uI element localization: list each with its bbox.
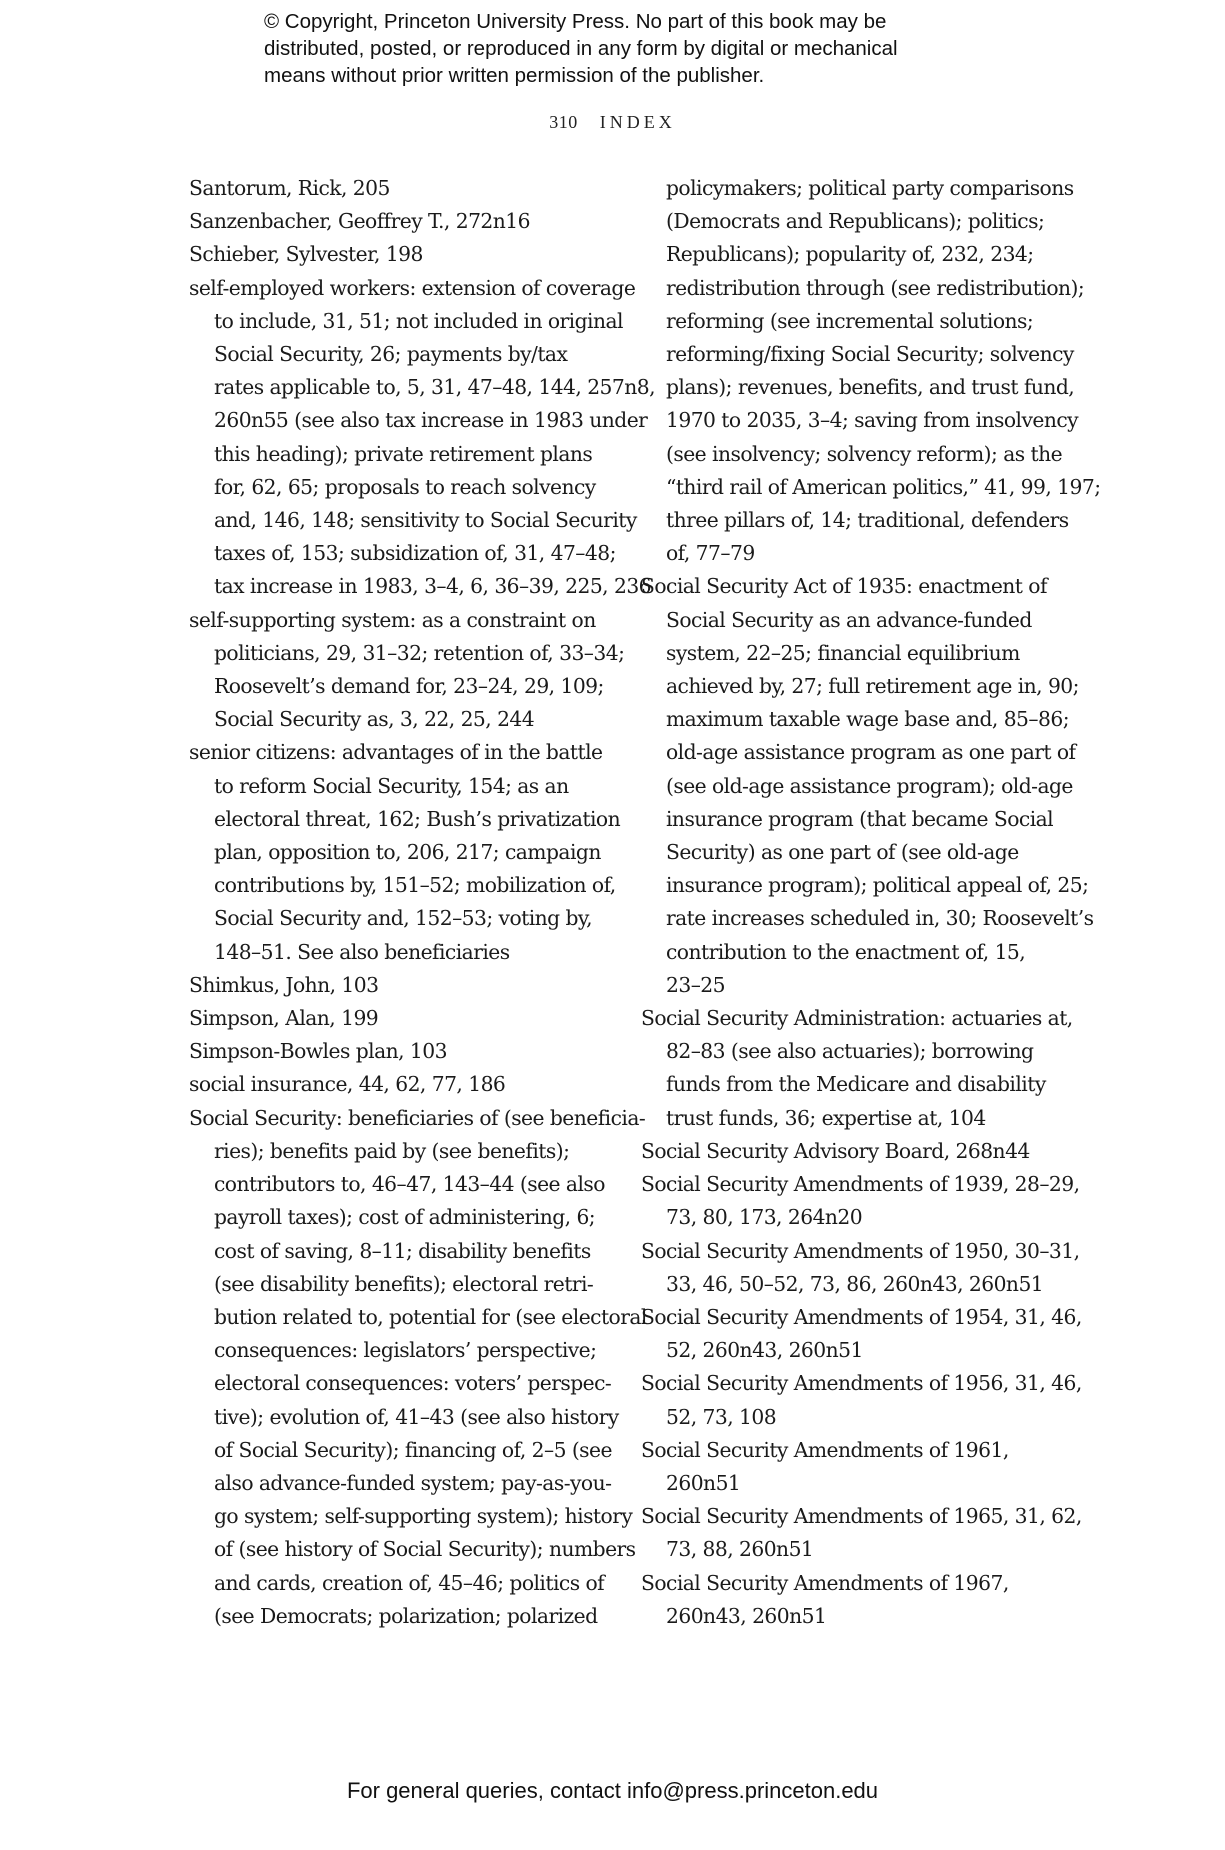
index-subentry-line: maximum taxable wage base and, 85–86; bbox=[666, 707, 1069, 732]
index-subentry-line: Social Security, 26; payments by/tax bbox=[214, 342, 568, 367]
index-subentry-line: (see insolvency; solvency reform); as the bbox=[666, 441, 1063, 466]
index-entry-line: Social Security Amendments of 1950, 30–31, bbox=[641, 1238, 1080, 1263]
index-subentry-line: reforming/fixing Social Security; solvency bbox=[666, 342, 1074, 367]
index-entry-line: Social Security Amendments of 1965, 31, 62, bbox=[641, 1504, 1082, 1529]
index-entry-line: senior citizens: advantages of in the battle bbox=[189, 740, 603, 765]
index-subentry-line: funds from the Medicare and disability bbox=[666, 1072, 1046, 1097]
index-subentry-line: Security) as one part of (see old-age bbox=[666, 840, 1019, 865]
index-entry-line: Social Security Amendments of 1967, bbox=[641, 1570, 1009, 1595]
index-subentry-line: 260n43, 260n51 bbox=[666, 1603, 827, 1628]
copyright-line: distributed, posted, or reproduced in any form by digital or mechanical bbox=[264, 37, 898, 60]
index-subentry-line: system, 22–25; financial equilibrium bbox=[666, 640, 1020, 665]
index-subentry-line: 23–25 bbox=[666, 972, 726, 997]
index-subentry-line: Social Security and, 152–53; voting by, bbox=[214, 906, 593, 931]
index-entry-line: Social Security Act of 1935: enactment of bbox=[641, 574, 1047, 599]
index-subentry-line: electoral threat, 162; Bush’s privatization bbox=[214, 806, 621, 831]
index-subentry-line: rates applicable to, 5, 31, 47–48, 144, 257n8, bbox=[214, 375, 656, 400]
index-subentry-line: plan, opposition to, 206, 217; campaign bbox=[214, 840, 601, 865]
index-subentry-line: 73, 80, 173, 264n20 bbox=[666, 1205, 863, 1230]
index-entry-line: Simpson-Bowles plan, 103 bbox=[189, 1039, 447, 1064]
index-subentry-line: 52, 73, 108 bbox=[666, 1404, 777, 1429]
index-subentry-line: 82–83 (see also actuaries); borrowing bbox=[666, 1039, 1034, 1064]
index-subentry-line: of, 77–79 bbox=[666, 541, 755, 566]
index-subentry-line: cost of saving, 8–11; disability benefits bbox=[214, 1238, 591, 1263]
index-subentry-line: go system; self-supporting system); history bbox=[214, 1504, 633, 1529]
index-subentry-line: old-age assistance program as one part of bbox=[666, 740, 1076, 765]
index-subentry-line: trust funds, 36; expertise at, 104 bbox=[666, 1105, 986, 1130]
index-subentry-line: contributors to, 46–47, 143–44 (see also bbox=[214, 1172, 605, 1197]
index-subentry-line: achieved by, 27; full retirement age in, 90; bbox=[666, 674, 1079, 699]
index-entry-line: Shimkus, John, 103 bbox=[189, 972, 379, 997]
index-subentry-line: and, 146, 148; sensitivity to Social Security bbox=[214, 508, 637, 533]
index-subentry-line: also advance-funded system; pay-as-you- bbox=[214, 1470, 612, 1495]
index-subentry-line: contribution to the enactment of, 15, bbox=[666, 939, 1026, 964]
footer-contact: For general queries, contact info@press.princeton.edu bbox=[346, 1778, 879, 1803]
index-subentry-line: “third rail of American politics,” 41, 99, 197; bbox=[666, 474, 1101, 499]
index-subentry-line: Social Security as an advance-funded bbox=[666, 607, 1032, 632]
page-title: INDEX bbox=[599, 112, 676, 132]
index-subentry-line: ries); benefits paid by (see benefits); bbox=[214, 1138, 570, 1163]
index-subentry-line: Social Security as, 3, 22, 25, 244 bbox=[214, 707, 535, 732]
index-entry-line: Social Security Amendments of 1961, bbox=[641, 1437, 1009, 1462]
index-subentry-line: three pillars of, 14; traditional, defenders bbox=[666, 508, 1069, 533]
index-subentry-line: 148–51. See also beneficiaries bbox=[214, 939, 510, 964]
index-subentry-line: tive); evolution of, 41–43 (see also history bbox=[214, 1404, 619, 1429]
index-entry-line: Simpson, Alan, 199 bbox=[189, 1006, 379, 1031]
index-subentry-line: reforming (see incremental solutions; bbox=[666, 308, 1034, 333]
copyright-line: means without prior written permission of the publisher. bbox=[264, 64, 765, 87]
index-entry-line: Social Security Amendments of 1939, 28–29, bbox=[641, 1172, 1080, 1197]
index-entry-line: Social Security Amendments of 1954, 31, 46, bbox=[641, 1304, 1082, 1329]
index-entry-line: Social Security Administration: actuaries at, bbox=[641, 1006, 1073, 1031]
index-subentry-line: tax increase in 1983, 3–4, 6, 36–39, 225, 236 bbox=[214, 574, 652, 599]
index-column-left bbox=[189, 172, 656, 1633]
index-entry-line: Social Security Advisory Board, 268n44 bbox=[641, 1138, 1030, 1163]
index-subentry-line: 1970 to 2035, 3–4; saving from insolvency bbox=[666, 408, 1079, 433]
index-subentry-line: insurance program); political appeal of, 25; bbox=[666, 873, 1089, 898]
index-subentry-line: 73, 88, 260n51 bbox=[666, 1537, 814, 1562]
index-subentry-line: plans); revenues, benefits, and trust fund, bbox=[666, 375, 1075, 400]
index-subentry-line: for, 62, 65; proposals to reach solvency bbox=[214, 474, 596, 499]
index-subentry-line: bution related to, potential for (see electoral bbox=[214, 1304, 647, 1329]
index-subentry-line: (see disability benefits); electoral retri- bbox=[214, 1271, 594, 1296]
index-subentry-line: to reform Social Security, 154; as an bbox=[214, 773, 569, 798]
index-subentry-line: 260n51 bbox=[666, 1470, 741, 1495]
index-subentry-line: redistribution through (see redistribution); bbox=[666, 275, 1085, 300]
index-subentry-line: payroll taxes); cost of administering, 6; bbox=[214, 1205, 596, 1230]
index-entry-line: social insurance, 44, 62, 77, 186 bbox=[189, 1072, 506, 1097]
index-column-right bbox=[641, 172, 1101, 1633]
index-subentry-line: to include, 31, 51; not included in original bbox=[214, 308, 623, 333]
index-subentry-line: (Democrats and Republicans); politics; bbox=[666, 209, 1045, 234]
index-subentry-line: taxes of, 153; subsidization of, 31, 47–48; bbox=[214, 541, 616, 566]
index-subentry-line: and cards, creation of, 45–46; politics of bbox=[214, 1570, 605, 1595]
index-entry-line: Social Security: beneficiaries of (see beneficia- bbox=[189, 1105, 646, 1130]
index-entry-line: Schieber, Sylvester, 198 bbox=[189, 242, 423, 267]
index-subentry-line: contributions by, 151–52; mobilization of, bbox=[214, 873, 616, 898]
index-subentry-line: Republicans); popularity of, 232, 234; bbox=[666, 242, 1034, 267]
index-subentry-line: of Social Security); financing of, 2–5 (see bbox=[214, 1437, 612, 1462]
index-entry-line: self-supporting system: as a constraint on bbox=[189, 607, 596, 632]
index-subentry-line: of (see history of Social Security); numbers bbox=[214, 1537, 636, 1562]
index-subentry-line: electoral consequences: voters’ perspec- bbox=[214, 1371, 612, 1396]
index-subentry-line: 52, 260n43, 260n51 bbox=[666, 1338, 863, 1363]
index-entry-line: self-employed workers: extension of coverage bbox=[189, 275, 636, 300]
copyright-notice bbox=[264, 8, 1024, 89]
index-subentry-line: (see Democrats; polarization; polarized bbox=[214, 1603, 598, 1628]
index-subentry-line: politicians, 29, 31–32; retention of, 33–34; bbox=[214, 640, 625, 665]
index-subentry-line: insurance program (that became Social bbox=[666, 806, 1054, 831]
page-number: 310 bbox=[549, 112, 578, 132]
index-subentry-line: Roosevelt’s demand for, 23–24, 29, 109; bbox=[214, 674, 604, 699]
index-subentry-line: rate increases scheduled in, 30; Roosevelt’s bbox=[666, 906, 1094, 931]
running-header bbox=[0, 112, 1225, 133]
index-subentry-line: consequences: legislators’ perspective; bbox=[214, 1338, 597, 1363]
index-subentry-line: (see old-age assistance program); old-age bbox=[666, 773, 1073, 798]
index-subentry-line: 33, 46, 50–52, 73, 86, 260n43, 260n51 bbox=[666, 1271, 1044, 1296]
index-subentry-line: this heading); private retirement plans bbox=[214, 441, 593, 466]
index-subentry-line: policymakers; political party comparisons bbox=[666, 176, 1074, 200]
copyright-line: © Copyright, Princeton University Press. No part of this book may be bbox=[264, 10, 887, 33]
index-entry-line: Sanzenbacher, Geoffrey T., 272n16 bbox=[189, 209, 530, 234]
index-subentry-line: 260n55 (see also tax increase in 1983 under bbox=[214, 408, 648, 433]
index-entry-line: Santorum, Rick, 205 bbox=[189, 176, 390, 200]
index-entry-line: Social Security Amendments of 1956, 31, 46, bbox=[641, 1371, 1082, 1396]
